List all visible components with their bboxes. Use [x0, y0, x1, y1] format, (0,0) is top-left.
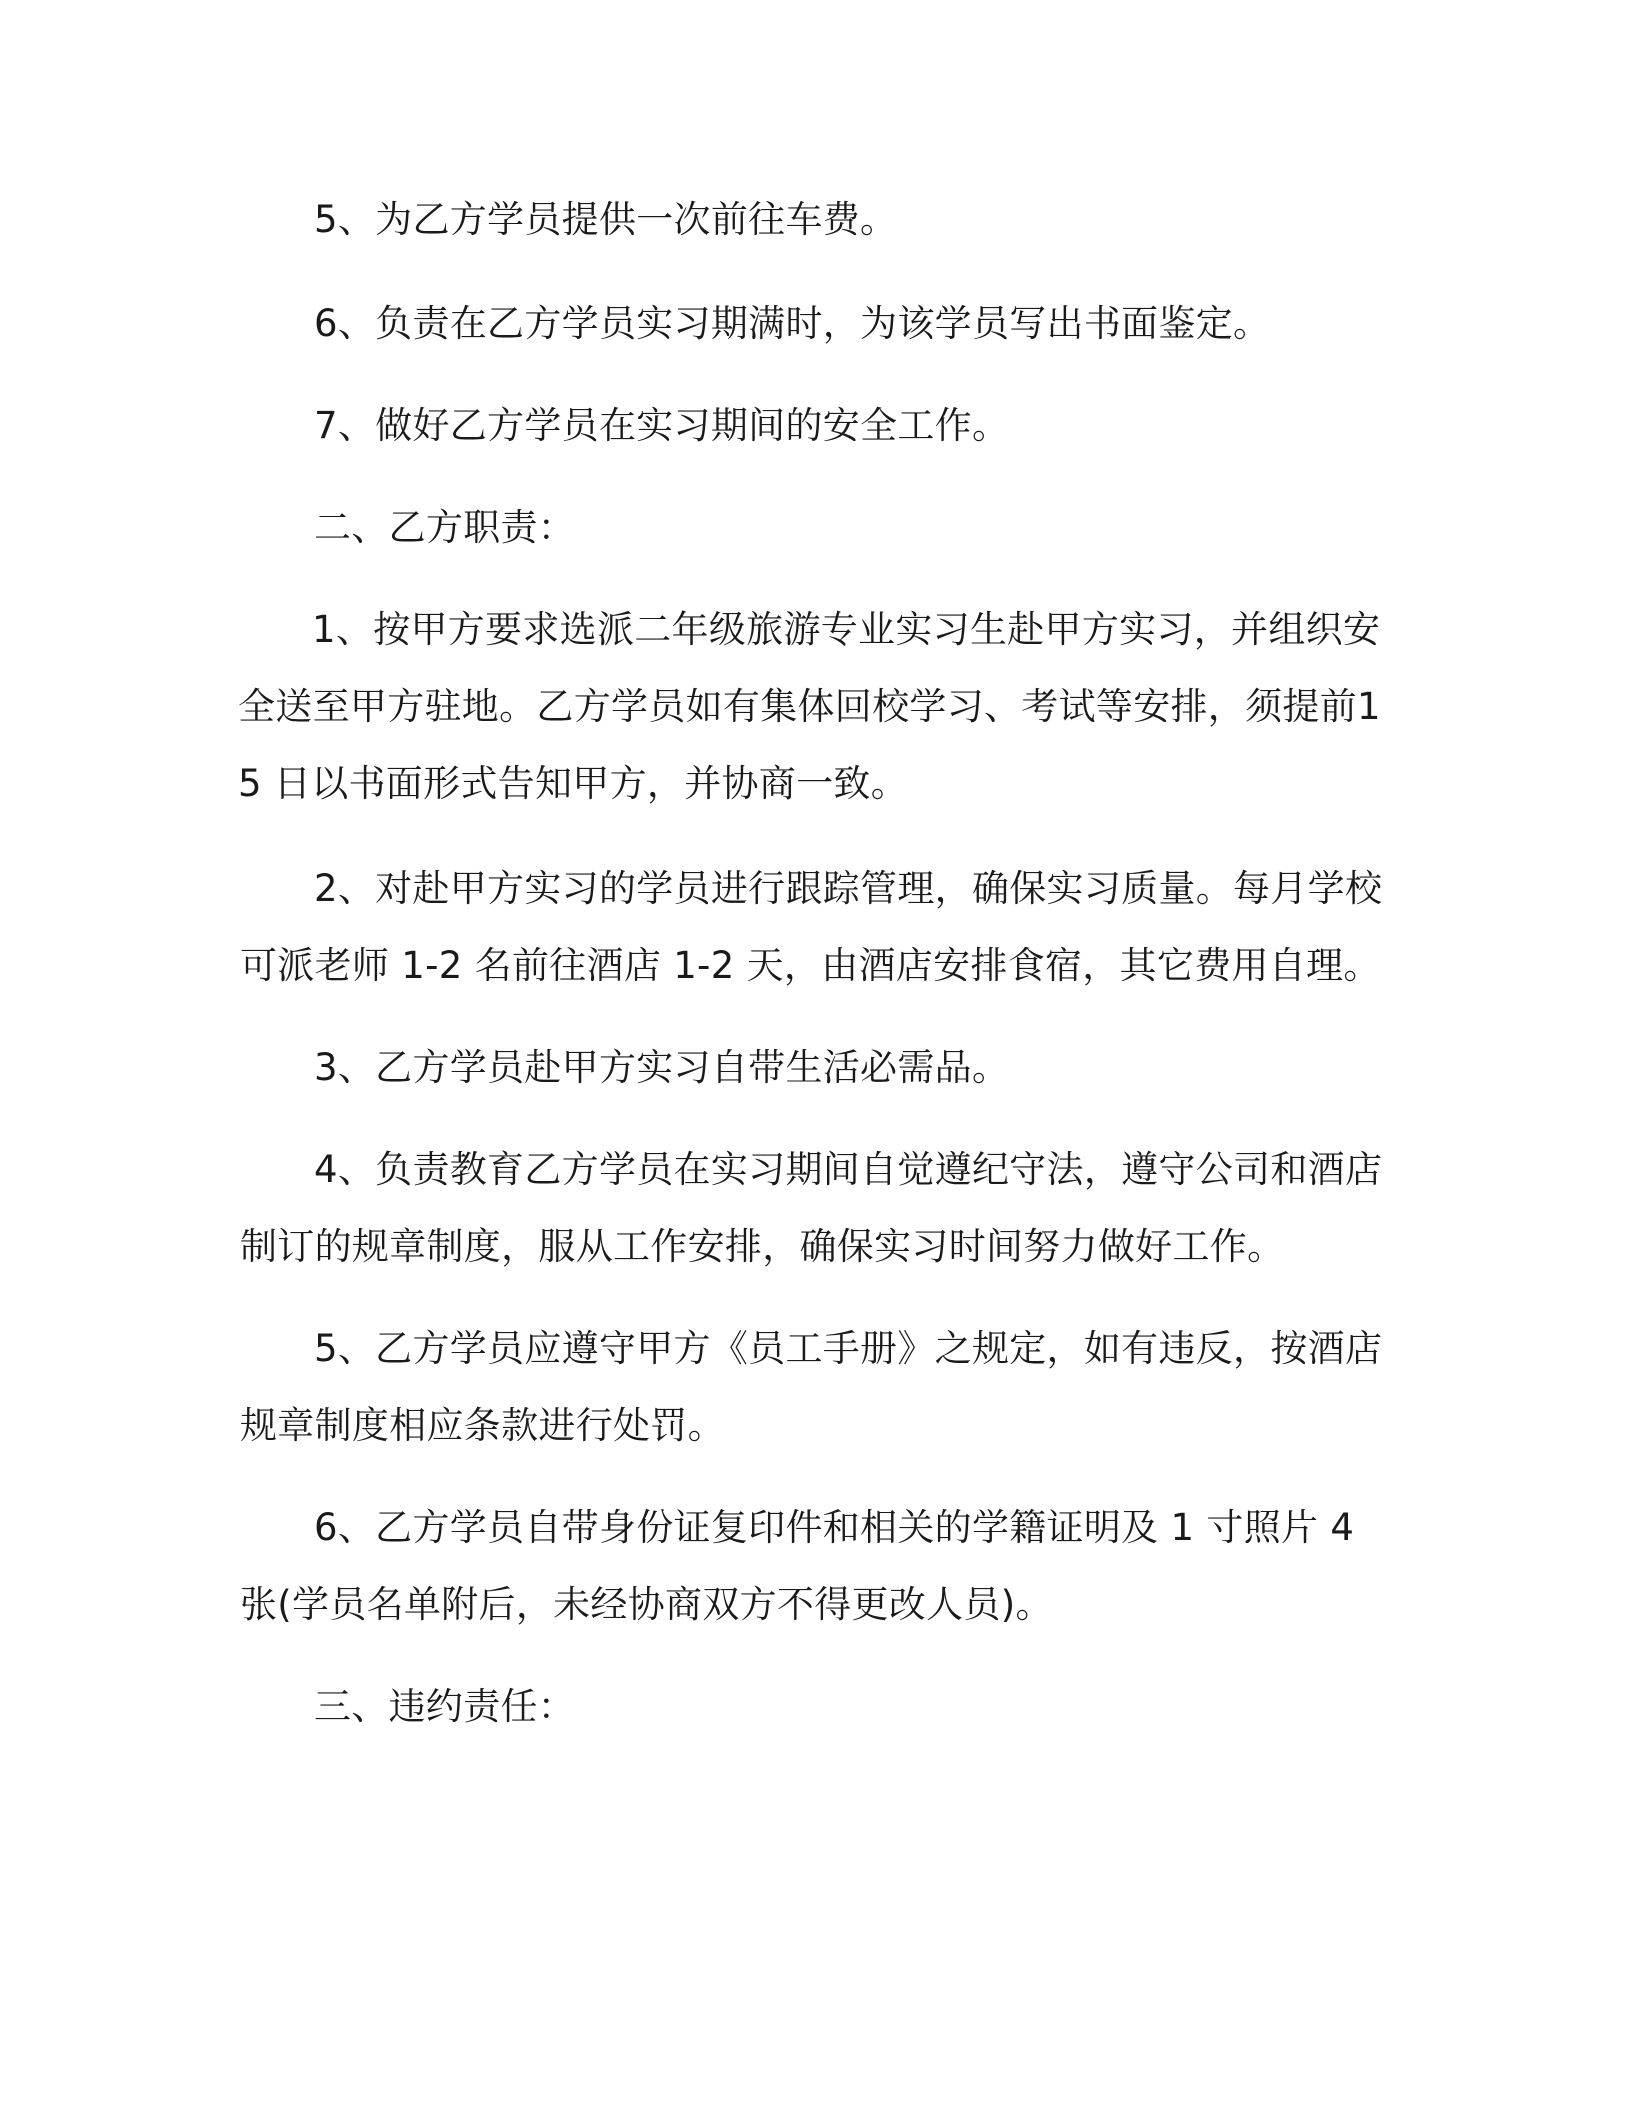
paragraph-b-item-5-handbook: 5、乙方学员应遵守甲方《员工手册》之规定，如有违反，按酒店规章制度相应条款进行处罚。	[240, 1327, 1383, 1447]
paragraph-item-6-written-appraisal: 6、负责在乙方学员实习期满时，为该学员写出书面鉴定。	[314, 302, 1271, 345]
paragraph-item-5-travel-fare: 5、为乙方学员提供一次前往车费。	[314, 198, 898, 241]
paragraph-item-7-safety: 7、做好乙方学员在实习期间的安全工作。	[314, 404, 1010, 447]
paragraph-b-item-3-necessities: 3、乙方学员赴甲方实习自带生活必需品。	[314, 1046, 1010, 1089]
section-heading-party-b-duties: 二、乙方职责：	[314, 506, 576, 549]
paragraph-b-item-4-education: 4、负责教育乙方学员在实习期间自觉遵纪守法，遵守公司和酒店制订的规章制度，服从工作安排，确保实习时间努力做好工作。	[240, 1148, 1383, 1268]
paragraph-b-item-6-documents: 6、乙方学员自带身份证复印件和相关的学籍证明及 1 寸照片 4 张(学员名单附后，未经协商双方不得更改人员)。	[240, 1506, 1355, 1626]
paragraph-b-item-1-selection: 1、按甲方要求选派二年级旅游专业实习生赴甲方实习，并组织安全送至甲方驻地。乙方学员如有集体回校学习、考试等安排，须提前15 日以书面形式告知甲方，并协商一致。	[238, 608, 1381, 805]
section-heading-breach-liability: 三、违约责任：	[314, 1685, 576, 1728]
paragraph-b-item-2-tracking: 2、对赴甲方实习的学员进行跟踪管理，确保实习质量。每月学校可派老师 1-2 名前往酒店 1-2 天，由酒店安排食宿，其它费用自理。	[240, 867, 1383, 987]
